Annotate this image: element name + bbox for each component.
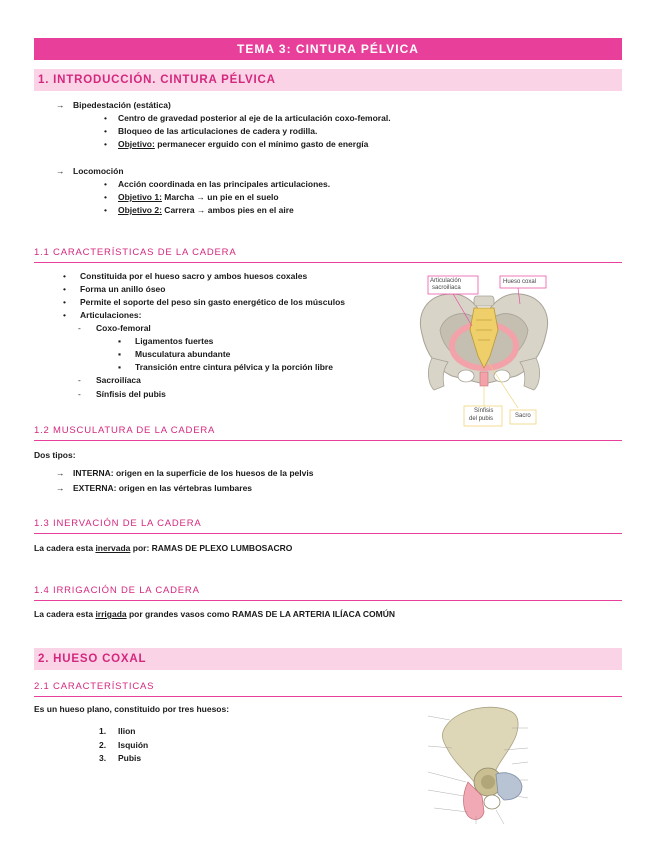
list-item: Bloqueo de las articulaciones de cadera y rodilla. <box>118 126 318 136</box>
bullet-icon: • <box>63 271 66 281</box>
bullet-icon: • <box>104 192 107 202</box>
arrow-icon: → <box>56 468 65 478</box>
arrow-icon: → <box>56 483 65 493</box>
bullet-icon: • <box>63 297 66 307</box>
bullet-icon: • <box>104 179 107 189</box>
list-item: Musculatura abundante <box>135 349 231 359</box>
dash-icon: - <box>78 389 81 399</box>
label-hueso-coxal: Hueso coxal <box>503 279 537 285</box>
list-item <box>118 192 279 203</box>
irrigacion-text <box>34 609 395 620</box>
list-item: Permite el soporte del peso sin gasto energético de los músculos <box>80 297 345 307</box>
square-bullet-icon: ▪ <box>118 362 122 372</box>
objetivo-1-label: Objetivo 1: <box>118 192 162 202</box>
musculatura-intro: Dos tipos: <box>34 450 76 460</box>
list-item: Ligamentos fuertes <box>135 336 214 346</box>
bullet-icon: • <box>104 205 107 215</box>
bone-pubis: Pubis <box>118 753 142 763</box>
inervacion-text <box>34 543 292 554</box>
bullet-icon: • <box>63 284 66 294</box>
sinfisis-label: Sínfisis del pubis <box>96 389 166 399</box>
list-item: EXTERNA: origen en las vértebras lumbares <box>73 483 253 493</box>
section-heading-1-3: 1.3 INERVACIÓN DE LA CADERA <box>34 518 622 534</box>
objetivo-2-label: Objetivo 2: <box>118 205 162 215</box>
pelvis-figure <box>414 272 554 430</box>
label-sinfisis-line-2: del pubis <box>469 416 494 422</box>
list-item: Transición entre cintura pélvica y la porción libre <box>135 362 333 372</box>
list-item <box>118 139 368 150</box>
label-sinfisis-line-1: Sínfisis <box>474 408 494 414</box>
bullet-icon: • <box>63 310 66 320</box>
list-item: Constituida por el hueso sacro y ambos huesos coxales <box>80 271 308 281</box>
inervacion-post: por: RAMAS DE PLEXO LUMBOSACRO <box>130 543 293 553</box>
label-sacro: Sacro <box>515 413 531 419</box>
list-number: 2. <box>99 740 107 750</box>
arrow-icon: → <box>56 100 65 110</box>
list-item: Acción coordinada en las principales articulaciones. <box>118 179 331 189</box>
bullet-icon: • <box>104 139 107 149</box>
section-heading-intro: 1. INTRODUCCIÓN. CINTURA PÉLVICA <box>34 69 622 91</box>
list-item: Articulaciones: <box>80 310 142 320</box>
bone-isquion: Isquión <box>118 740 149 750</box>
label-articulacion-line-2: sacroilíaca <box>432 285 461 291</box>
inervacion-underlined: inervada <box>95 543 131 553</box>
bullet-icon: • <box>104 113 107 123</box>
hueso-coxal-intro: Es un hueso plano, constituido por tres huesos: <box>34 704 230 714</box>
list-number: 1. <box>99 726 107 736</box>
section-heading-1-4: 1.4 IRRIGACIÓN DE LA CADERA <box>34 585 622 601</box>
irrigacion-underlined: irrigada <box>95 609 127 619</box>
dash-icon: - <box>78 323 81 333</box>
list-item <box>118 205 294 216</box>
inervacion-pre: La cadera esta <box>34 543 96 553</box>
list-item: Centro de gravedad posterior al eje de la articulación coxo-femoral. <box>118 113 391 123</box>
list-item: INTERNA: origen en la superficie de los huesos de la pelvis <box>73 468 314 478</box>
irrigacion-post: por grandes vasos como RAMAS DE LA ARTERIA ILÍACA COMÚN <box>126 609 396 619</box>
locomocion-label: Locomoción <box>73 166 124 176</box>
section-heading-1-1: 1.1 CARACTERÍSTICAS DE LA CADERA <box>34 247 622 263</box>
sacroiliaca-label: Sacroilíaca <box>96 375 141 385</box>
objetivo-text: permanecer erguido con el mínimo gasto de energía <box>154 139 369 149</box>
square-bullet-icon: ▪ <box>118 349 122 359</box>
objetivo-1-text: Marcha → un pie en el suelo <box>161 192 279 202</box>
label-articulacion-line-1: Articulación <box>430 278 462 284</box>
hip-bone-illustration <box>404 704 560 834</box>
irrigacion-pre: La cadera esta <box>34 609 96 619</box>
section-heading-1-2: 1.2 MUSCULATURA DE LA CADERA <box>34 425 622 441</box>
dash-icon: - <box>78 375 81 385</box>
objetivo-label: Objetivo: <box>118 139 155 149</box>
section-heading-2-1: 2.1 CARACTERÍSTICAS <box>34 681 622 697</box>
bullet-icon: • <box>104 126 107 136</box>
bipedestacion-label: Bipedestación (estática) <box>73 100 171 110</box>
list-number: 3. <box>99 753 107 763</box>
square-bullet-icon: ▪ <box>118 336 122 346</box>
hip-bone-figure <box>404 704 560 834</box>
arrow-icon: → <box>56 166 65 176</box>
document-title: TEMA 3: CINTURA PÉLVICA <box>34 38 622 60</box>
objetivo-2-text: Carrera → ambos pies en el aire <box>161 205 294 215</box>
list-item: Forma un anillo óseo <box>80 284 166 294</box>
coxo-femoral-label: Coxo-femoral <box>96 323 151 333</box>
bone-ilion: Ilion <box>118 726 136 736</box>
section-heading-hueso-coxal: 2. HUESO COXAL <box>34 648 622 670</box>
pelvis-illustration <box>414 272 554 430</box>
